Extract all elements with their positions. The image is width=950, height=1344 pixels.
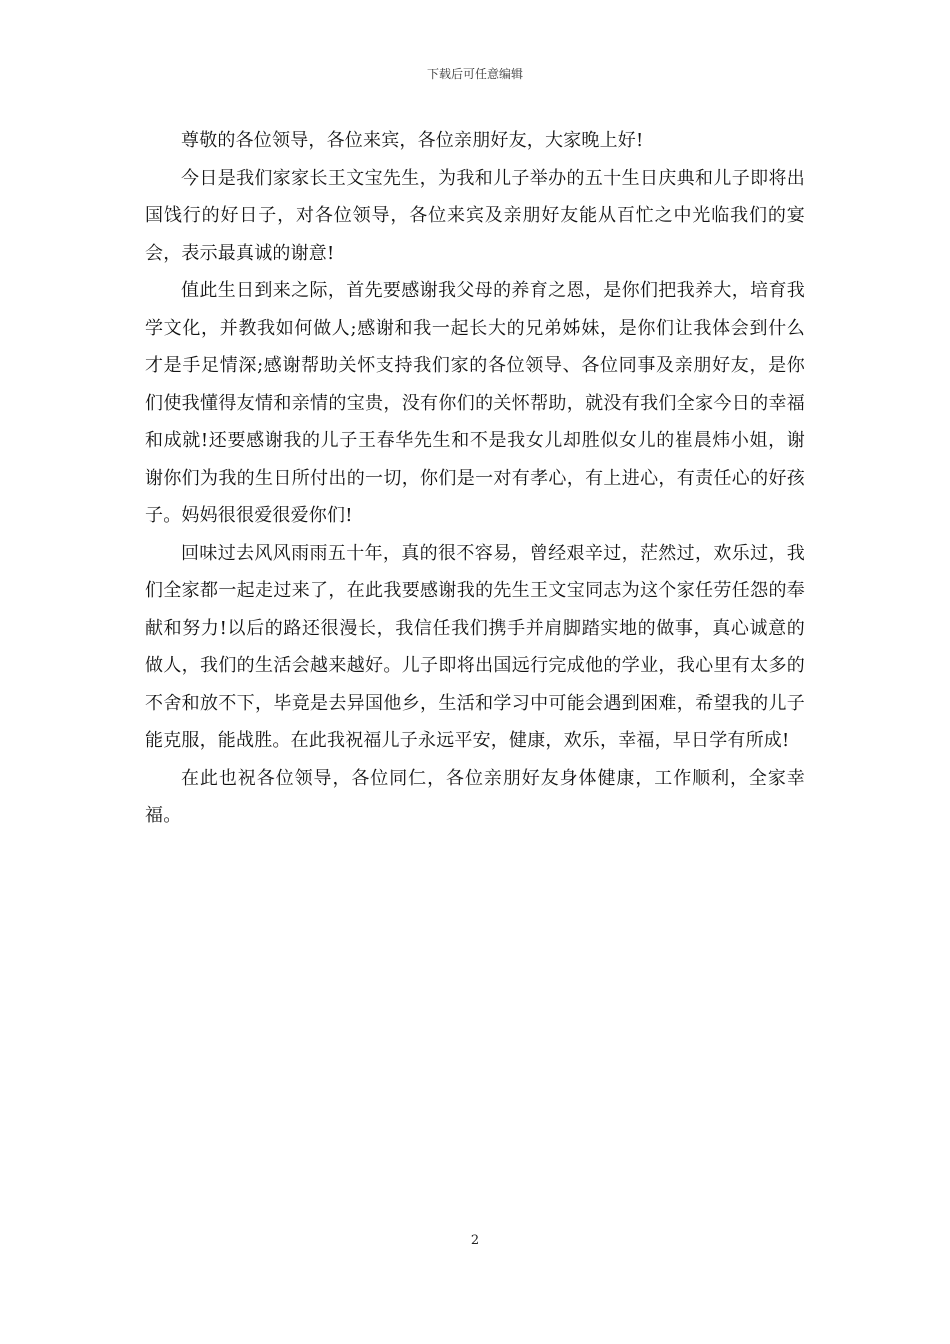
document-body	[145, 122, 805, 835]
paragraph-opening: 今日是我们家家长王文宝先生，为我和儿子举办的五十生日庆典和儿子即将出国饯行的好日子，对各位领导，各位来宾及亲朋好友能从百忙之中光临我们的宴会，表示最真诚的谢意!	[145, 167, 805, 264]
paragraph-closing: 在此也祝各位领导，各位同仁，各位亲朋好友身体健康，工作顺利，全家幸福。	[145, 767, 805, 826]
paragraph-thanks: 值此生日到来之际，首先要感谢我父母的养育之恩，是你们把我养大，培育我学文化，并教我如何做人;感谢和我一起长大的兄弟姊妹，是你们让我体会到什么才是手足情深;感谢帮助关怀支持我们家的各位领导、各位同事及亲朋好友，是你们使我懂得友情和亲情的宝贵，没有你们的关怀帮助，就没有我们全家今日的幸福和成就!还要感谢我的儿子王春华先生和不是我女儿却胜似女儿的崔晨炜小姐，谢谢你们为我的生日所付出的一切，你们是一对有孝心，有上进心，有责任心的好孩子。妈妈很很爱很爱你们!	[145, 280, 805, 526]
page-number: 2	[470, 1233, 480, 1248]
header-note: 下载后可任意编辑	[426, 67, 523, 81]
paragraph-greeting: 尊敬的各位领导，各位来宾，各位亲朋好友，大家晚上好!	[181, 130, 644, 151]
paragraph-reflection: 回味过去风风雨雨五十年，真的很不容易，曾经艰辛过，茫然过，欢乐过，我们全家都一起走过来了，在此我要感谢我的先生王文宝同志为这个家任劳任怨的奉献和努力!以后的路还很漫长，我信任我们携手并肩脚踏实地的做事，真心诚意的做人，我们的生活会越来越好。儿子即将出国远行完成他的学业，我心里有太多的不舍和放不下，毕竟是去异国他乡，生活和学习中可能会遇到困难，希望我的儿子能克服，能战胜。在此我祝福儿子永远平安，健康，欢乐，幸福，早日学有所成!	[145, 542, 805, 751]
